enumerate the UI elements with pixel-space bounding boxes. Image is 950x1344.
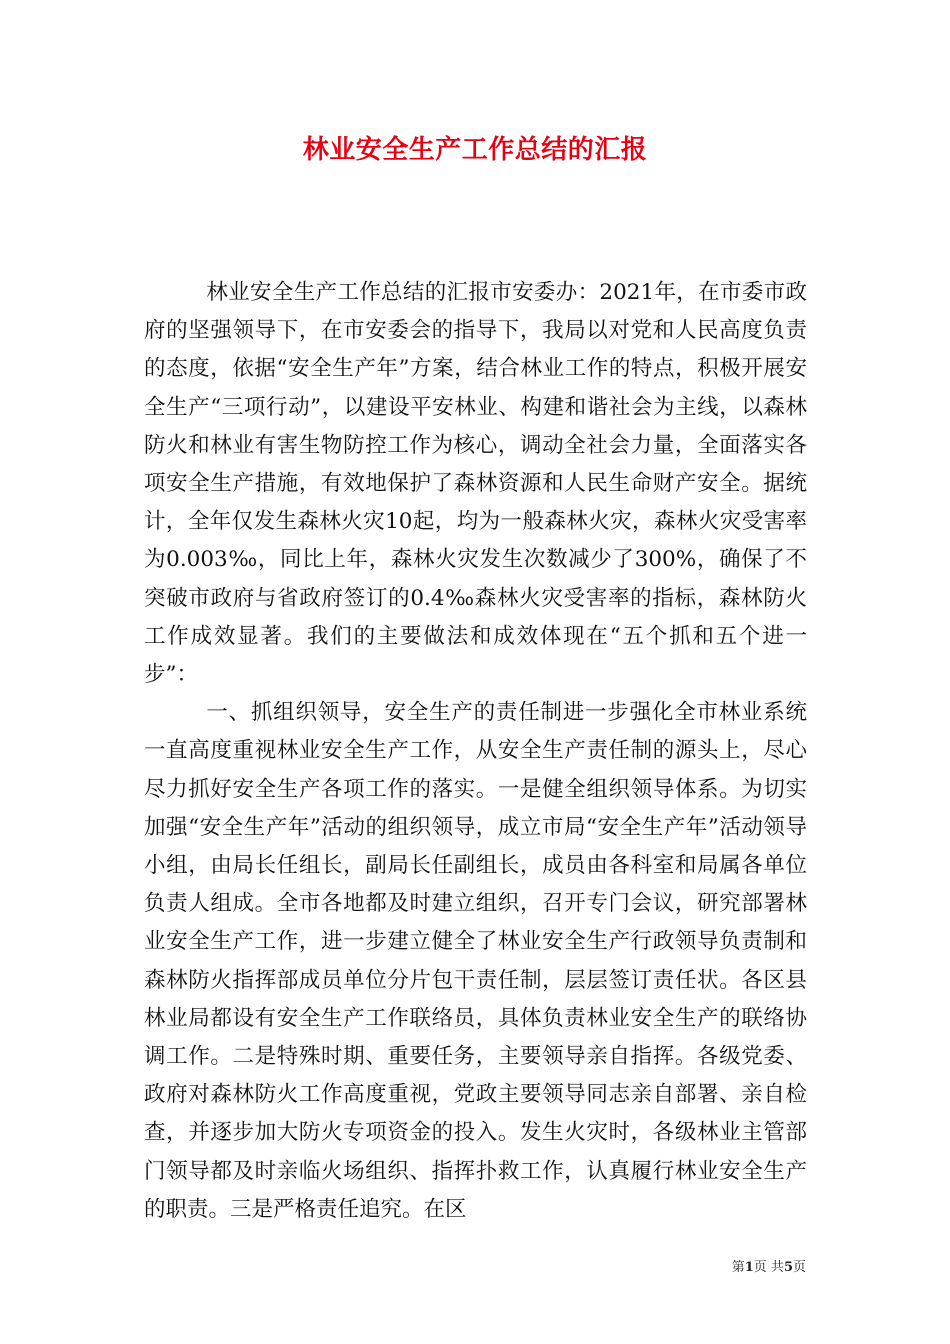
page-title: 林业安全生产工作总结的汇报	[302, 135, 648, 165]
footer-suffix: 页	[792, 1260, 806, 1275]
footer-current-page: 1	[744, 1260, 754, 1275]
paragraph-section-1: 一、抓组织领导，安全生产的责任制进一步强化全市林业系统一直高度重视林业安全生产工作，从安全生产责任制的源头上，尽心尽力抓好安全生产各项工作的落实。一是健全组织领导体系。为切实加强“安全生产年”活动的组织领导，成立市局“安全生产年”活动领导小组，由局长任组长，副局长任副组长，成员由各科室和局属各单位负责人组成。全市各地都及时建立组织，召开专门会议，研究部署林业安全生产工作，进一步建立健全了林业安全生产行政领导负责制和森林防火指挥部成员单位分片包干责任制，层层签订责任状。各区县林业局都设有安全生产工作联络员，具体负责林业安全生产的联络协调工作。二是特殊时期、重要任务，主要领导亲自指挥。各级党委、政府对森林防火工作高度重视，党政主要领导同志亲自部署、亲自检查，并逐步加大防火专项资金的投入。发生火灾时，各级林业主管部门领导都及时亲临火场组织、指挥扑救工作，认真履行林业安全生产的职责。三是严格责任追究。在区	[144, 700, 807, 1222]
footer-prefix: 第	[731, 1260, 745, 1275]
document-body	[144, 274, 807, 1229]
footer-middle: 页 共	[753, 1260, 784, 1275]
paragraph-intro: 林业安全生产工作总结的汇报市安委办：2021年，在市委市政府的坚强领导下，在市安委会的指导下，我局以对党和人民高度负责的态度，依据“安全生产年”方案，结合林业工作的特点，积极开展安全生产“三项行动”，以建设平安林业、构建和谐社会为主线，以森林防火和林业有害生物防控工作为核心，调动全社会力量，全面落实各项安全生产措施，有效地保护了森林资源和人民生命财产安全。据统计，全年仅发生森林火灾10起，均为一般森林火灾，森林火灾受害率为0.003‰，同比上年，森林火灾发生次数减少了300%，确保了不突破市政府与省政府签订的0.4‰森林火灾受害率的指标，森林防火工作成效显著。我们的主要做法和成效体现在“五个抓和五个进一步”：	[144, 280, 807, 688]
footer-total-pages: 5	[783, 1260, 793, 1275]
page-footer	[0, 1256, 806, 1275]
